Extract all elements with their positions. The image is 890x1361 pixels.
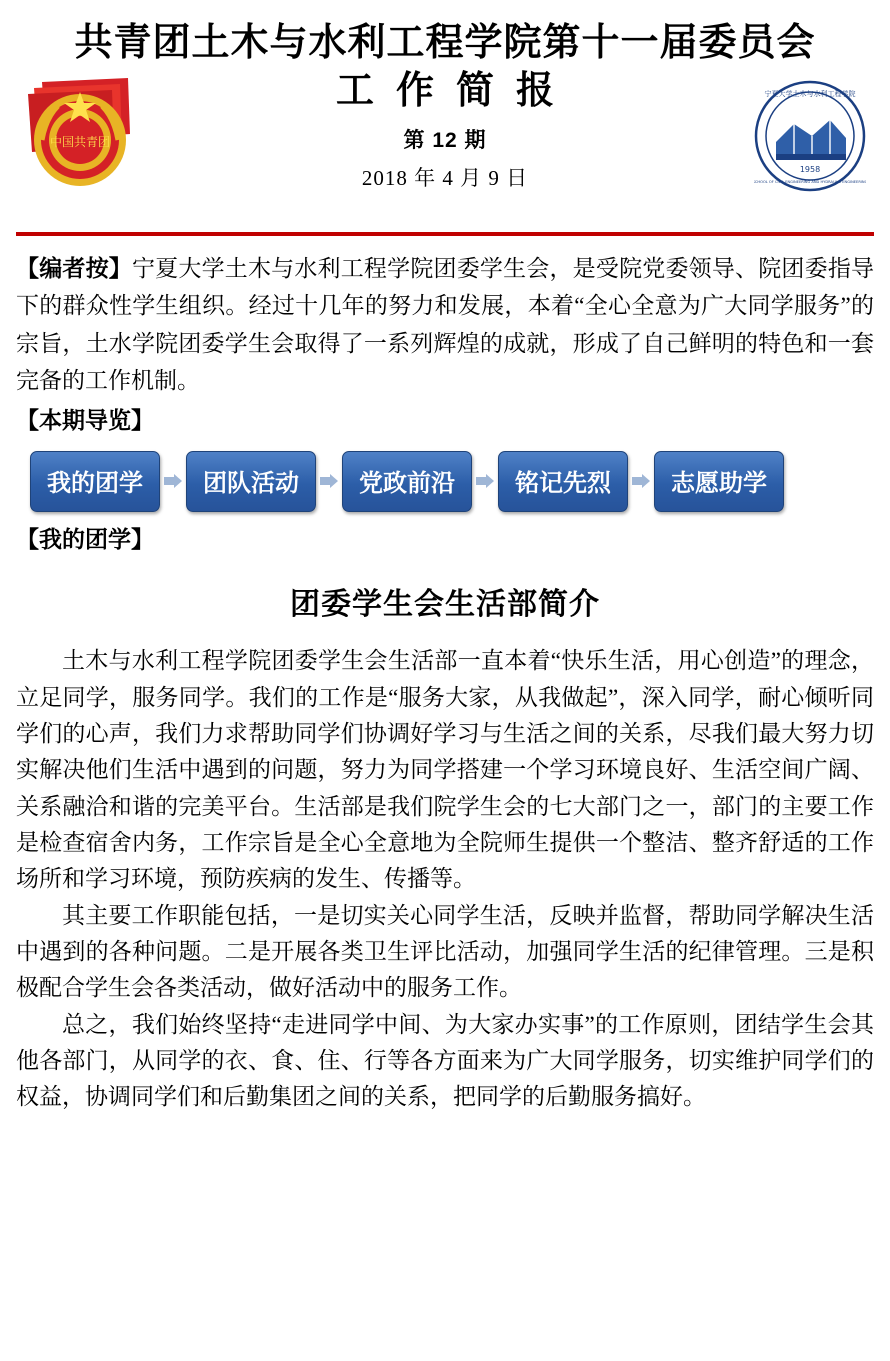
article-paragraph-2: 其主要工作职能包括，一是切实关心同学生活，反映并监督，帮助同学解决生活中遇到的各种问题。二是开展各类卫生评比活动，加强同学生活的纪律管理。三是积极配合学生会各类活动，做好活动中的服务工作。 xyxy=(16,902,874,1001)
chevron-right-icon xyxy=(472,473,498,489)
editor-note-label: 【编者按】 xyxy=(16,256,132,281)
issue-number: 第 12 期 xyxy=(403,129,487,153)
article-paragraph-1: 土木与水利工程学院团委学生会生活部一直本着“快乐生活，用心创造”的理念，立足同学，服务同学。我们的工作是“服务大家，从我做起”，深入同学，耐心倾听同学们的心声，我们力求帮助同学们协调好学习与生活之间的关系，尽我们最大努力切实解决他们生活中遇到的问题，努力为同学搭建一个学习环境良好、生活空间广阔、关系融洽和谐的完美平台。生活部是我们院学生会的七大部门之一，部门的主要工作是检查宿舍内务，工作宗旨是全心全意地为全院师生提供一个整洁、整齐舒适的工作场所和学习环境，预防疾病的发生、传播等。 xyxy=(16,648,874,892)
communist-youth-league-emblem xyxy=(20,74,146,192)
svg-text:宁夏大学土木与水利工程学院: 宁夏大学土木与水利工程学院 xyxy=(764,90,856,98)
editor-note xyxy=(16,250,874,399)
masthead-title: 共青团土木与水利工程学院第十一届委员会 xyxy=(74,22,816,64)
article-paragraph-3: 总之，我们始终坚持“走进同学中间、为大家办实事”的工作原则，团结学生会其他各部门，从同学的衣、食、住、行等各方面来为广大同学服务，切实维护同学们的权益，协调同学们和后勤集团之间的关系，把同学的后勤服务搞好。 xyxy=(16,1011,874,1110)
svg-text:1958: 1958 xyxy=(799,165,821,174)
section-label: 【我的团学】 xyxy=(16,526,154,552)
svg-text:SCHOOL OF CIVIL ENGINEERING AN: SCHOOL OF CIVIL ENGINEERING AND HYDRAULIC ENGINEERING xyxy=(754,180,866,184)
masthead xyxy=(16,0,874,226)
svg-text:中国共青团: 中国共青团 xyxy=(49,135,111,149)
masthead-subtitle: 工作简报 xyxy=(335,69,576,112)
guide-chip-volunteer-aid[interactable]: 志愿助学 xyxy=(654,451,784,512)
header-divider xyxy=(16,232,874,236)
chevron-right-icon xyxy=(316,473,342,489)
issue-date: 2018 年 4 月 9 日 xyxy=(361,166,529,191)
guide-chip-remember-martyrs[interactable]: 铭记先烈 xyxy=(498,451,628,512)
school-logo xyxy=(754,80,866,192)
chevron-right-icon xyxy=(628,473,654,489)
guide-chip-team-activity[interactable]: 团队活动 xyxy=(186,451,316,512)
guide-chip-party-frontier[interactable]: 党政前沿 xyxy=(342,451,472,512)
editor-note-text: 宁夏大学土木与水利工程学院团委学生会，是受院党委领导、院团委指导下的群众性学生组织。经过十几年的努力和发展，本着“全心全意为广大同学服务”的宗旨，土水学院团委学生会取得了一系列辉煌的成就，形成了自己鲜明的特色和一套完备的工作机制。 xyxy=(16,256,875,393)
guide-label: 【本期导览】 xyxy=(16,408,154,433)
guide-chip-row xyxy=(16,451,874,512)
chevron-right-icon xyxy=(160,473,186,489)
article-title: 团委学生会生活部简介 xyxy=(290,588,600,622)
guide-chip-my-league[interactable]: 我的团学 xyxy=(30,451,160,512)
